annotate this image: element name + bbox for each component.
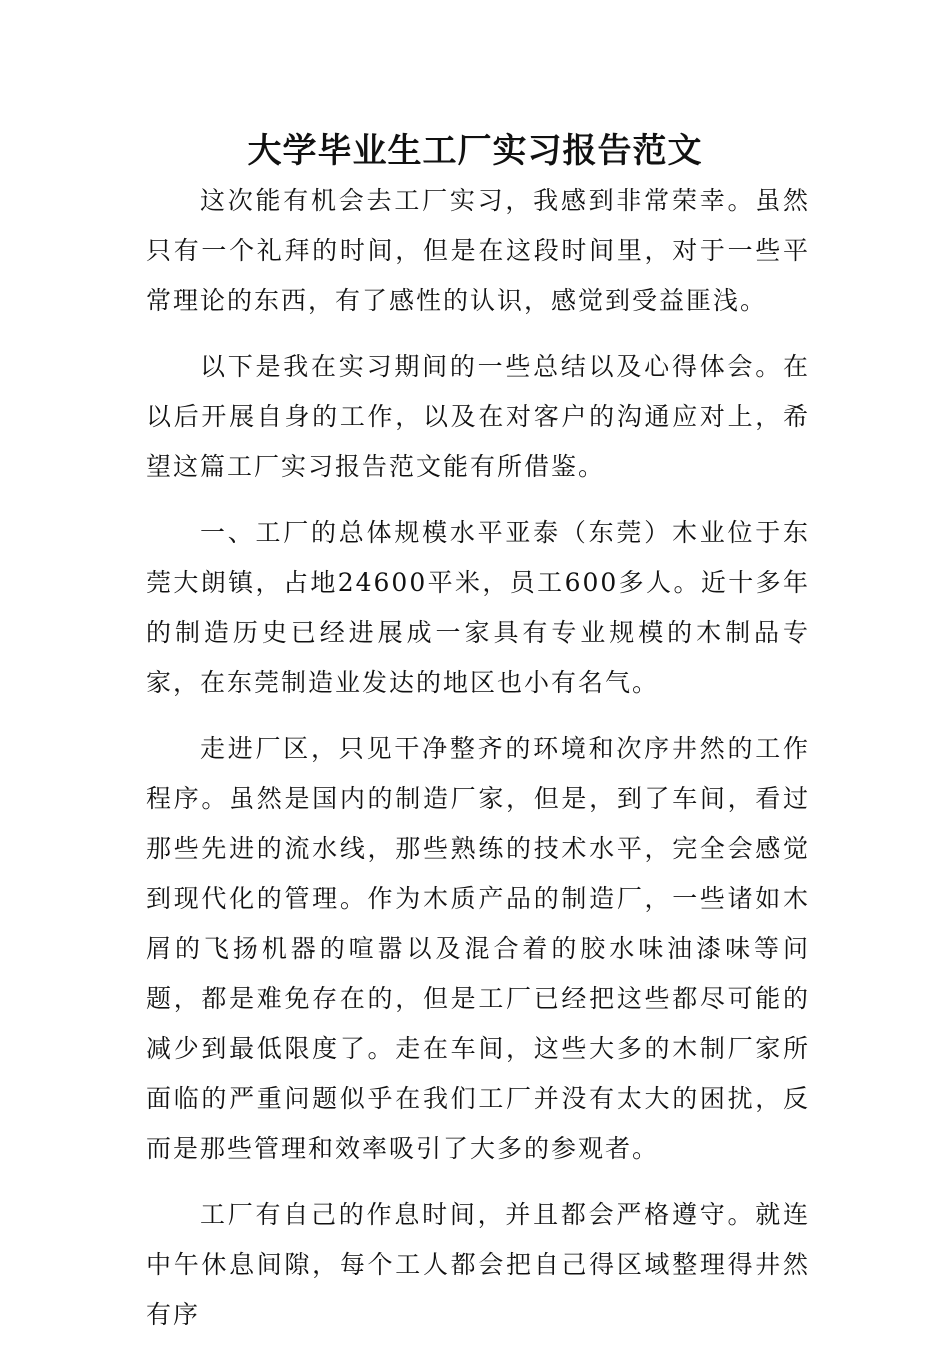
paragraph-2: 以下是我在实习期间的一些总结以及心得体会。在以后开展自身的工作，以及在对客户的沟通应对上，希望这篇工厂实习报告范文能有所借鉴。 [146,352,810,481]
document-title: 大学毕业生工厂实习报告范文 [247,131,703,171]
document-body [146,176,810,1356]
paragraph-5: 工厂有自己的作息时间，并且都会严格遵守。就连中午休息间隙，每个工人都会把自己得区域整理得井然有序 [146,1200,810,1329]
paragraph-1: 这次能有机会去工厂实习，我感到非常荣幸。虽然只有一个礼拜的时间，但是在这段时间里，对于一些平常理论的东西，有了感性的认识，感觉到受益匪浅。 [146,186,810,315]
paragraph-3: 一、工厂的总体规模水平亚泰（东莞）木业位于东莞大朗镇，占地24600平米，员工600多人。近十多年的制造历史已经进展成一家具有专业规模的木制品专家，在东莞制造业发达的地区也小有名气。 [146,518,810,697]
paragraph-4: 走进厂区，只见干净整齐的环境和次序井然的工作程序。虽然是国内的制造厂家，但是，到了车间，看过那些先进的流水线，那些熟练的技术水平，完全会感觉到现代化的管理。作为木质产品的制造厂，一些诸如木屑的飞扬机器的喧嚣以及混合着的胶水味油漆味等问题，都是难免存在的，但是工厂已经把这些都尽可能的减少到最低限度了。走在车间，这些大多的木制厂家所面临的严重问题似乎在我们工厂并没有太大的困扰，反而是那些管理和效率吸引了大多的参观者。 [146,734,810,1163]
